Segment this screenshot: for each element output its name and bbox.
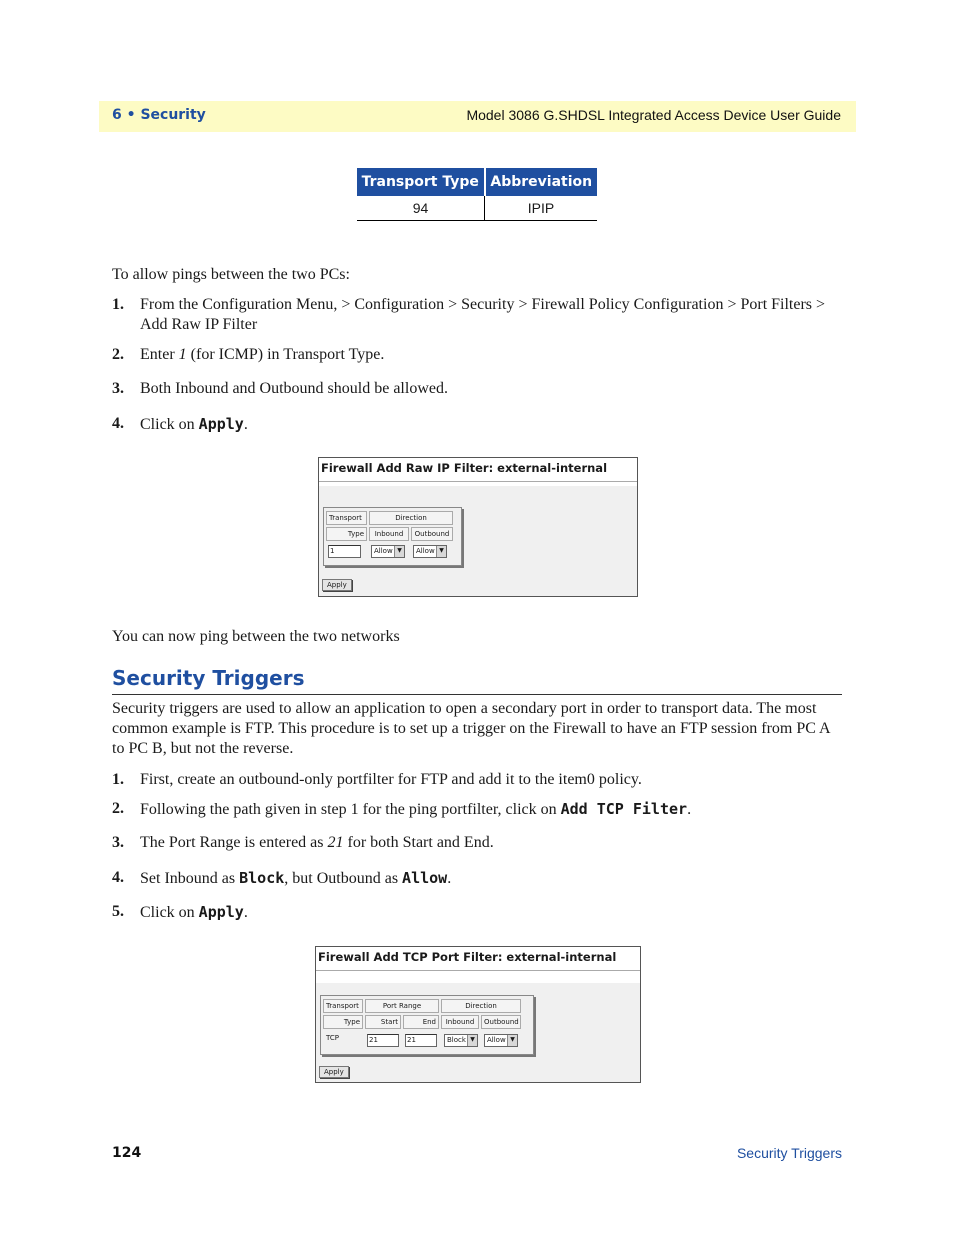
outbound-header: Outbound [411, 527, 453, 541]
step-text: . [243, 904, 248, 921]
transport-header: Transport [326, 511, 367, 525]
step-text: . [687, 801, 692, 818]
page-number: 124 [112, 1145, 142, 1161]
filter-form-panel [323, 507, 462, 566]
chevron-down-icon: ▼ [507, 1035, 517, 1046]
apply-button[interactable]: Apply [322, 579, 352, 591]
trigger-step-1 [112, 770, 844, 790]
port-range-header: Port Range [365, 999, 439, 1013]
step-emphasis: 21 [327, 834, 344, 851]
step-number: 5. [112, 903, 124, 920]
chevron-down-icon: ▼ [436, 546, 446, 557]
transport-header: Transport [323, 999, 363, 1013]
step-number: 3. [112, 834, 124, 851]
raw-ip-filter-screenshot [318, 457, 638, 597]
step-text: (for ICMP) in Transport Type. [186, 346, 385, 363]
abbreviation-cell: IPIP [485, 196, 598, 221]
ping-step-2 [112, 345, 844, 365]
step-text: Set Inbound as [140, 870, 240, 887]
transport-type-input[interactable]: 1 [328, 545, 361, 558]
end-port-input[interactable]: 21 [405, 1034, 437, 1047]
transport-type-table [357, 168, 597, 221]
step-text: Click on [140, 416, 199, 433]
step-text: . [243, 416, 248, 433]
screenshot-title: Firewall Add Raw IP Filter: external-internal [319, 458, 637, 482]
guide-title: Model 3086 G.SHDSL Integrated Access Device User Guide [466, 107, 841, 123]
chapter-label: 6 • Security [112, 107, 206, 123]
trigger-step-5 [112, 902, 844, 923]
abbreviation-header: Abbreviation [485, 168, 598, 196]
inbound-select[interactable] [371, 545, 405, 558]
outbound-select[interactable] [413, 545, 447, 558]
screenshot-body [319, 486, 637, 596]
step-code: Allow [402, 869, 448, 887]
step-code: Block [239, 869, 285, 887]
step-number: 4. [112, 415, 124, 432]
ping-step-4 [112, 414, 844, 435]
inbound-select[interactable] [444, 1034, 478, 1047]
direction-header: Direction [441, 999, 521, 1013]
transport-type-value: TCP [326, 1034, 339, 1042]
step-number: 4. [112, 869, 124, 886]
step-number: 1. [112, 296, 124, 313]
ping-step-3 [112, 379, 844, 399]
outbound-select[interactable] [484, 1034, 518, 1047]
step-text: The Port Range is entered as [140, 834, 328, 851]
step-text: First, create an outbound-only portfilter for FTP and add it to the item0 policy. [140, 771, 642, 788]
inbound-header: Inbound [441, 1015, 479, 1029]
trigger-step-2 [112, 799, 844, 820]
step-text: Click on [140, 904, 199, 921]
step-code: Apply [198, 415, 244, 433]
outbound-header: Outbound [481, 1015, 521, 1029]
step-text: From the Configuration Menu, > Configuration > Security > Firewall Policy Configuration > Port Filters > Add Raw IP Filter [140, 296, 826, 333]
step-number: 1. [112, 771, 124, 788]
type-header: Type [326, 527, 367, 541]
tcp-port-filter-screenshot [315, 946, 641, 1083]
step-code: Apply [198, 903, 244, 921]
step-text: Enter [140, 346, 179, 363]
trigger-step-3 [112, 833, 844, 853]
inbound-value: Allow [374, 547, 393, 555]
filter-form-panel [320, 995, 534, 1055]
inbound-value: Block [447, 1036, 466, 1044]
outbound-value: Allow [416, 547, 435, 555]
section-title: Security Triggers [112, 666, 305, 690]
ping-step-1 [112, 295, 844, 335]
transport-type-header: Transport Type [357, 168, 485, 196]
chevron-down-icon: ▼ [467, 1035, 477, 1046]
start-port-input[interactable]: 21 [367, 1034, 399, 1047]
step-text: Both Inbound and Outbound should be allowed. [140, 380, 448, 397]
section-divider [112, 694, 842, 695]
step-number: 2. [112, 346, 124, 363]
step-text: . [447, 870, 452, 887]
screenshot-body [316, 983, 640, 1082]
inbound-header: Inbound [369, 527, 409, 541]
type-header: Type [323, 1015, 363, 1029]
ping-result: You can now ping between the two networks [112, 628, 400, 645]
direction-header: Direction [369, 511, 453, 525]
transport-type-cell: 94 [357, 196, 485, 221]
step-text: , but Outbound as [284, 870, 403, 887]
triggers-intro: Security triggers are used to allow an application to open a secondary port in order to transport data. The most common example is FTP. This procedure is to set up a trigger on the Firewall to have an FTP session from PC A to PC B, but not the reverse. [112, 700, 830, 757]
ping-intro: To allow pings between the two PCs: [112, 266, 350, 283]
outbound-value: Allow [487, 1036, 506, 1044]
table-row [357, 196, 597, 221]
step-text: Following the path given in step 1 for the ping portfilter, click on [140, 801, 561, 818]
step-text: for both Start and End. [343, 834, 494, 851]
end-header: End [403, 1015, 439, 1029]
step-number: 2. [112, 800, 124, 817]
step-emphasis: 1 [178, 346, 187, 363]
step-code: Add TCP Filter [560, 800, 688, 818]
chevron-down-icon: ▼ [394, 546, 404, 557]
apply-button[interactable]: Apply [319, 1066, 349, 1078]
step-number: 3. [112, 380, 124, 397]
screenshot-title: Firewall Add TCP Port Filter: external-internal [316, 947, 640, 971]
trigger-step-4 [112, 868, 844, 889]
start-header: Start [365, 1015, 401, 1029]
footer-section: Security Triggers [736, 1145, 842, 1161]
